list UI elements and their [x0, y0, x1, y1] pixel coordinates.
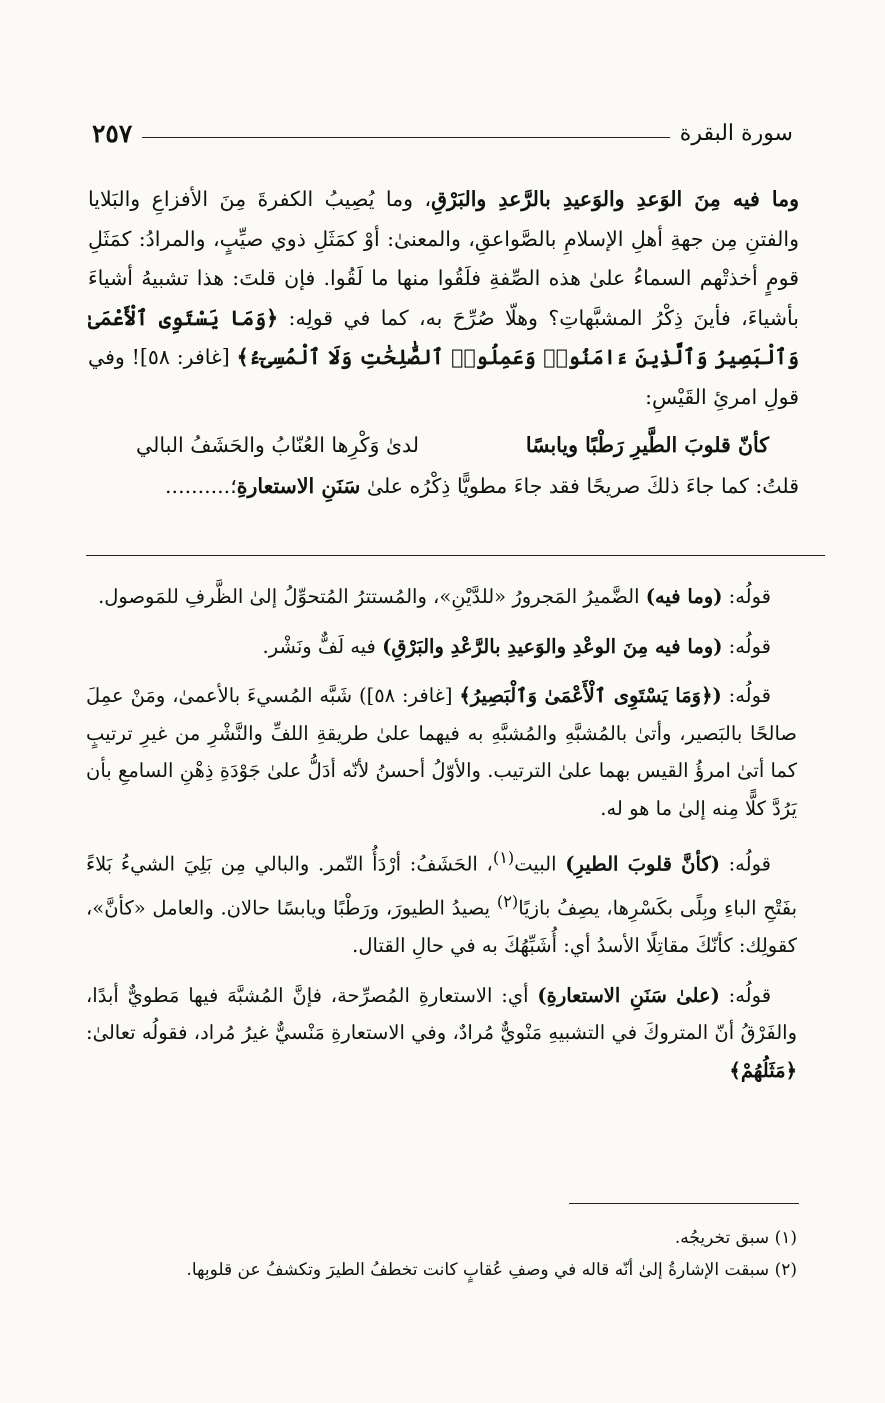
- quran-verse: ﴿وَمَا يَسْتَوِى ٱلْأَعْمَىٰ وَٱلْبَصِيرُ وَٱلَّذِينَ ءَامَنُوا۟ وَعَمِلُوا۟ ٱلصَّٰلِحَٰتِ وَلَا ٱلْمُسِىٓءُ﴾: [88, 305, 800, 369]
- footnote-rule: [569, 1203, 799, 1204]
- text-run: ، وما يُصِيبُ الكفرةَ مِنَ الأفزاعِ والبَلايا والفتنِ مِن جهةِ أهلِ الإسلامِ بالصَّواعقِ، والمعنىٰ: أوْ كمَثَلِ ذوي صيِّبٍ، والمرادُ: كمَثَلِ قومٍ أخذتْهم السماءُ علىٰ هذه الصِّفةِ فلَقُوا منها ما لَقُوا. فإن قلتَ: هذا تشبيهُ أشياءَ بأشياءَ، فأينَ ذِكْرُ المشبَّهاتِ؟ وهلّا صُرِّحَ به، كما في قولِه:: [88, 187, 799, 330]
- main-paragraph-1: [88, 180, 799, 417]
- text-run: [غافر: ٥٨]) شَبَّه المُسيءَ بالأعمىٰ، ومَنْ عمِلَ صالحًا بالبَصير، وأتىٰ بالمُشبَّهِ والمُشبَّهِ به فيهما علىٰ طريقةِ اللفِّ والنَّشْرِ من غيرِ ترتيبٍ كما أتىٰ امرؤُ القيس بهما علىٰ الترتيب. والأوّلُ أحسنُ لأنّه أدَلُّ علىٰ جَوْدَةِ ذِهْنِ السامعِ بأن يَرُدَّ كلًّا مِنه إلىٰ ما هو له.: [86, 684, 797, 820]
- commentary-paragraph: [86, 578, 797, 616]
- surah-title: سورة البقرة: [679, 120, 793, 146]
- poem-hemistich-2: لدىٰ وَكْرِها العُنّابُ والحَشَفُ البالي: [136, 433, 419, 457]
- text-run: يصيدُ الطيورَ، ورَطْبًا ويابسًا حالان. والعامل «كأنَّ»، كقولِك: كأنّكَ مقاتِلًا الأسدُ أي: أُشَبِّهُكَ به في حالِ القتال.: [86, 896, 797, 957]
- main-paragraph-2: [88, 467, 799, 507]
- text-run: [غافر: ٥٨]! وفي قولِ امرئِ القَيْسِ:: [88, 345, 799, 409]
- poem-verse: [88, 425, 799, 465]
- footnote-ref[interactable]: (٢): [496, 892, 519, 911]
- lemma-bold: (﴿وَمَا يَسْتَوِى ٱلْأَعْمَىٰ وَٱلْبَصِيرُ﴾: [459, 684, 722, 707]
- footnotes: [88, 1222, 797, 1286]
- page-number: ٢٥٧: [92, 118, 133, 148]
- text-run: أي: الاستعارةِ المُصرِّحة، فإنَّ المُشبَّهَ فيها مَطويٌّ أبدًا، والفَرْقُ أنّ المتروكَ في التشبيهِ مَنْويٌّ مُرادٌ، وفي الاستعارةِ مَنْسيٌّ غيرُ مُراد، فقولُه تعالىٰ:: [86, 983, 797, 1044]
- text-run: البيت: [514, 852, 566, 876]
- lemma-bold: (وما فيه مِنَ الوعْدِ والوَعيدِ بالرَّعْدِ والبَرْقِ): [382, 634, 723, 658]
- lemma-bold: (علىٰ سَنَنِ الاستعارةِ): [537, 983, 720, 1007]
- text-run: قولُه:: [722, 634, 771, 658]
- text-run: قولُه:: [719, 852, 771, 876]
- text-run: ، الحَشَفُ: أرْدَأُ التّمر. والبالي مِن بَلِيَ الشيءُ بَلاءً بفَتْحِ الباءِ وبِلًى بكَسْرِها، يصِفُ بازيًا: [86, 852, 797, 920]
- commentary-paragraph: [86, 628, 797, 666]
- text-run: قولُه:: [721, 684, 772, 707]
- lemma-bold: وما فيه مِنَ الوَعدِ والوَعيدِ بالرَّعدِ والبَرْقِ: [431, 187, 799, 211]
- quran-verse: ﴿مَثَلُهُمْ﴾: [729, 1058, 797, 1082]
- commentary-paragraph: [86, 677, 797, 827]
- text-run: ؛..........: [165, 474, 237, 498]
- text-run: فيه لَفٌّ ونَشْر.: [262, 634, 383, 658]
- lemma-bold: سَنَنِ الاستعارةِ: [236, 474, 361, 498]
- section-divider: [86, 555, 825, 556]
- commentary-paragraph: [86, 839, 797, 965]
- commentary: [86, 578, 797, 1101]
- text-run: الضَّميرُ المَجرورُ «للدَّيْنِ»، والمُستترُ المُتحوِّلُ إلىٰ الظَّرفِ للمَوصول.: [98, 585, 646, 608]
- lemma-bold: (وما فيه): [645, 585, 723, 608]
- commentary-paragraph: [86, 977, 797, 1090]
- text-run: قلتُ: كما جاءَ ذلكَ صريحًا فقد جاءَ مطويًّا ذِكْرُه علىٰ: [360, 474, 799, 498]
- footnote-2: (٢) سبقت الإشارةُ إلىٰ أنّه قاله في وصفِ عُقابٍ كانت تخطفُ الطيرَ وتكشفُ عن قلوبِها.: [186, 1260, 797, 1280]
- lemma-bold: (كأنَّ قلوبَ الطيرِ): [565, 852, 720, 876]
- text-run: قولُه:: [719, 983, 772, 1007]
- poem-hemistich-1: كأنّ قلوبَ الطَّيرِ رَطْبًا ويابسًا: [525, 433, 769, 457]
- footnote-ref[interactable]: (١): [492, 848, 515, 867]
- text-run: قولُه:: [722, 585, 771, 608]
- running-header: [92, 116, 793, 150]
- main-text: [88, 180, 799, 507]
- footnote-1: (١) سبق تخريجُه.: [674, 1228, 797, 1248]
- header-rule: [142, 137, 670, 138]
